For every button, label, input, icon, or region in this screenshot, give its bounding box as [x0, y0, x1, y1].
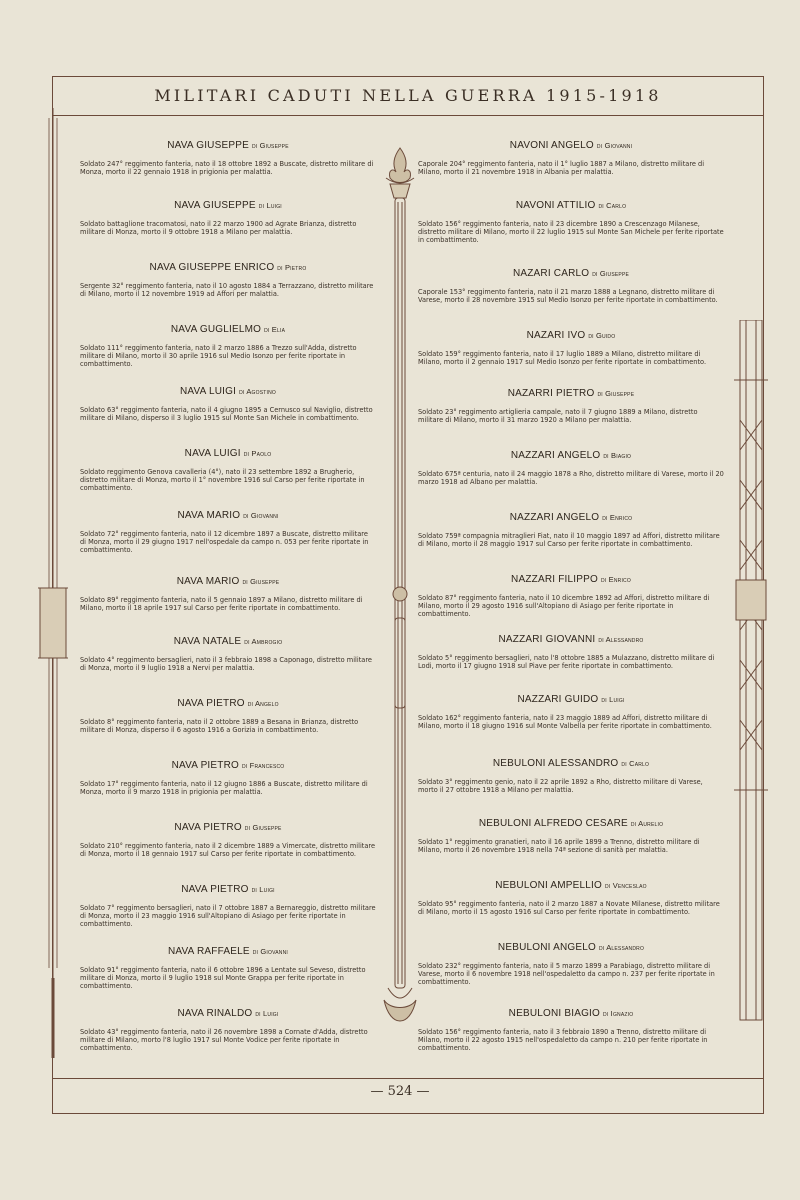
entry-name: NAZZARI GIOVANNI: [498, 634, 596, 645]
entry-father: di Giuseppe: [242, 577, 280, 586]
entry-father: di Agostino: [239, 387, 276, 396]
entry-text: Soldato 7° reggimento bersaglieri, nato il 7 ottobre 1887 a Bernareggio, distretto militare di Monza, morto il 23 maggio 1916 sull'Altopiano di Asiago per ferite riportate in combattimento.: [80, 904, 376, 928]
entry-right-7: [418, 512, 724, 548]
entry-father: di Alessandro: [598, 943, 645, 952]
entry-left-1: [80, 140, 376, 176]
entry-text: Soldato 232° reggimento fanteria, nato il 5 marzo 1899 a Parabiago, distretto militare di Varese, morto il 6 novembre 1918 nell'ospedaletto da campo n. 237 per ferite riportate in combattimento.: [418, 962, 715, 986]
entry-left-6: [80, 448, 376, 492]
entry-right-14: [418, 942, 724, 986]
entry-left-10: [80, 698, 376, 734]
entry-father: di Luigi: [258, 201, 282, 210]
entry-text: Soldato battaglione tracomatosi, nato il 22 marzo 1900 ad Agrate Brianza, distretto militare di Monza, morto il 9 ottobre 1918 a Milano per malattia.: [80, 220, 357, 236]
entry-father: di Giovanni: [252, 947, 288, 956]
entry-text: Caporale 204° reggimento fanteria, nato il 1° luglio 1887 a Milano, distretto militare di Milano, morto il 21 novembre 1918 in Albania per malattia.: [418, 160, 705, 176]
entry-father: di Luigi: [251, 885, 275, 894]
entry-father: di Elia: [264, 325, 286, 334]
central-torch-ornament: [380, 138, 420, 1078]
entry-text: Sergente 32° reggimento fanteria, nato il 10 agosto 1884 a Terrazzano, distretto militare di Milano, morto il 12 novembre 1919 ad Affori per malattia.: [80, 282, 374, 298]
entry-name: NEBULONI BIAGIO: [508, 1008, 601, 1019]
entry-father: di Giuseppe: [244, 823, 282, 832]
entry-left-12: [80, 822, 376, 858]
entry-name: NAVONI ATTILIO: [515, 200, 596, 211]
entry-text: Soldato 8° reggimento fanteria, nato il 2 ottobre 1889 a Besana in Brianza, distretto militare di Monza, disperso il 6 agosto 1916 a Gorizia in combattimento.: [80, 718, 359, 734]
entry-name: NAVA LUIGI: [184, 448, 241, 459]
entry-father: di Venceslao: [605, 881, 647, 890]
entry-right-1: [418, 140, 724, 176]
entry-text: Soldato 91° reggimento fanteria, nato il 6 ottobre 1896 a Lentate sul Seveso, distretto militare di Monza, morto il 9 luglio 1918 sul Monte Grappa per ferite riportate in combattimento.: [80, 966, 366, 990]
bottom-rule: [52, 1078, 764, 1079]
entry-left-4: [80, 324, 376, 368]
entry-text: Soldato 111° reggimento fanteria, nato il 2 marzo 1886 a Trezzo sull'Adda, distretto militare di Milano, morto il 30 aprile 1916 sul Medio Isonzo per ferite riportate in combattimento.: [80, 344, 357, 368]
entry-left-14: [80, 946, 376, 990]
entry-name: NAZARI CARLO: [512, 268, 590, 279]
entry-right-2: [418, 200, 724, 244]
entry-right-12: [418, 818, 724, 854]
entry-text: Caporale 153° reggimento fanteria, nato il 21 marzo 1888 a Legnano, distretto militare di Varese, morto il 28 novembre 1915 sul Medio Isonzo per ferite riportate in combattimento.: [418, 288, 718, 304]
entry-father: di Giuseppe: [251, 141, 289, 150]
entry-name: NAVA RAFFAELE: [168, 946, 250, 957]
entry-name: NEBULONI ALESSANDRO: [492, 758, 619, 769]
entry-father: di Francesco: [241, 761, 285, 770]
entry-text: Soldato 247° reggimento fanteria, nato il 18 ottobre 1892 a Buscate, distretto militare di Monza, morto il 22 gennaio 1918 in prigionia per malattia.: [80, 160, 374, 176]
entry-father: di Pietro: [277, 263, 307, 272]
entry-name: NAVA GIUSEPPE: [174, 200, 256, 211]
entry-name: NAVA MARIO: [177, 510, 241, 521]
entry-father: di Carlo: [621, 759, 650, 768]
entry-text: Soldato 162° reggimento fanteria, nato il 23 maggio 1889 ad Affori, distretto militare di Milano, morto il 18 giugno 1916 sul Monte Valbella per ferite riportate in combattimento.: [418, 714, 712, 730]
entry-name: NAVA MARIO: [176, 576, 240, 587]
entry-father: di Luigi: [255, 1009, 279, 1018]
entry-right-4: [418, 330, 724, 366]
entry-text: Soldato 159° reggimento fanteria, nato il 17 luglio 1889 a Milano, distretto militare di Milano, morto il 2 gennaio 1917 sul Medio Isonzo per ferite riportate in combattimento.: [418, 350, 707, 366]
title-bar: [52, 76, 764, 116]
entry-father: di Angelo: [247, 699, 279, 708]
right-fasces-ornament: [734, 320, 768, 1040]
entry-text: Soldato 210° reggimento fanteria, nato il 2 dicembre 1889 a Vimercate, distretto militare di Monza, morto il 18 gennaio 1917 sul Carso per ferite riportate in combattimento.: [80, 842, 376, 858]
entry-name: NAVA PIETRO: [177, 698, 245, 709]
entry-left-13: [80, 884, 376, 928]
entry-name: NEBULONI ANGELO: [497, 942, 596, 953]
entry-name: NAZARRI PIETRO: [507, 388, 595, 399]
entry-father: di Giovanni: [596, 141, 633, 150]
entry-right-8: [418, 574, 724, 618]
entry-name: NEBULONI AMPELLIO: [495, 880, 603, 891]
entry-text: Soldato 87° reggimento fanteria, nato il 10 dicembre 1892 ad Affori, distretto militare di Milano, morto il 29 agosto 1916 sull'Altopiano di Asiago per ferite riportate in combattimento.: [418, 594, 710, 618]
entry-name: NAZZARI ANGELO: [509, 512, 600, 523]
entry-name: NAVONI ANGELO: [509, 140, 594, 151]
entry-text: Soldato 675ª centuria, nato il 24 maggio 1878 a Rho, distretto militare di Varese, morto il 20 marzo 1918 ad Albano per malattia.: [418, 470, 724, 486]
entry-text: Soldato 72° reggimento fanteria, nato il 12 dicembre 1897 a Buscate, distretto militare di Monza, morto il 29 giugno 1917 nell'ospedale da campo n. 053 per ferite riportate in combattimento.: [80, 530, 369, 554]
entry-text: Soldato 156° reggimento fanteria, nato il 23 dicembre 1890 a Crescenzago Milanese, distretto militare di Milano, morto il 22 luglio 1915 sul Monte San Michele per ferite riportate in combattimento.: [418, 220, 724, 244]
entry-text: Soldato 1° reggimento granatieri, nato il 16 aprile 1899 a Trenno, distretto militare di Milano, morto il 26 novembre 1918 nella 74ª sezione di sanità per malattia.: [418, 838, 700, 854]
entry-right-6: [418, 450, 724, 486]
entry-name: NAVA NATALE: [173, 636, 242, 647]
entry-left-8: [80, 576, 376, 612]
entry-right-10: [418, 694, 724, 730]
entry-father: di Giuseppe: [592, 269, 630, 278]
entry-text: Soldato 3° reggimento genio, nato il 22 aprile 1892 a Rho, distretto militare di Varese, morto il 27 ottobre 1918 a Milano per malattia.: [418, 778, 703, 794]
entry-name: NAZARI IVO: [526, 330, 586, 341]
entry-right-11: [418, 758, 724, 794]
entry-father: di Guido: [588, 331, 616, 340]
entry-left-3: [80, 262, 376, 298]
entry-right-15: [418, 1008, 724, 1052]
page-title: MILITARI CADUTI NELLA GUERRA 1915-1918: [154, 86, 662, 105]
entry-name: NAVA PIETRO: [174, 822, 242, 833]
entry-left-2: [80, 200, 376, 236]
entry-name: NEBULONI ALFREDO CESARE: [478, 818, 628, 829]
entry-name: NAZZARI GUIDO: [517, 694, 599, 705]
entry-left-15: [80, 1008, 376, 1052]
entry-text: Soldato 23° reggimento artiglieria campale, nato il 7 giugno 1889 a Milano, distretto militare di Milano, morto il 31 marzo 1920 a Milano per malattia.: [418, 408, 698, 424]
entry-name: NAVA PIETRO: [171, 760, 239, 771]
entry-text: Soldato 759ª compagnia mitraglieri Fiat, nato il 10 maggio 1897 ad Affori, distretto militare di Milano, morto il 28 maggio 1917 sul Carso per ferite riportate in combattimento.: [418, 532, 720, 548]
entry-name: NAVA RINALDO: [177, 1008, 253, 1019]
entry-name: NAZZARI FILIPPO: [511, 574, 598, 585]
entry-father: di Alessandro: [598, 635, 644, 644]
entry-right-3: [418, 268, 724, 304]
entry-text: Soldato 63° reggimento fanteria, nato il 4 giugno 1895 a Cernusco sul Naviglio, distretto militare di Milano, disperso il 3 luglio 1915 sul Monte San Michele in combattimento.: [80, 406, 373, 422]
entry-father: di Biagio: [603, 451, 632, 460]
entry-father: di Aurelio: [630, 819, 664, 828]
left-sword-ornament: [38, 108, 68, 1068]
entry-text: Soldato 4° reggimento bersaglieri, nato il 3 febbraio 1898 a Caponago, distretto militare di Monza, morto il 9 luglio 1918 a Nervi per malattia.: [80, 656, 372, 672]
entry-text: Soldato reggimento Genova cavalleria (4°), nato il 23 settembre 1892 a Brugherio, distretto militare di Monza, morto il 1° novembre 1916 sul Carso per ferite riportate in combattimento.: [80, 468, 365, 492]
entry-right-9: [418, 634, 724, 670]
page-number: — 524 —: [370, 1084, 430, 1099]
entry-text: Soldato 17° reggimento fanteria, nato il 12 giugno 1886 a Buscate, distretto militare di Monza, morto il 9 marzo 1918 in prigionia per malattia.: [80, 780, 368, 796]
entry-left-5: [80, 386, 376, 422]
entry-text: Soldato 89° reggimento fanteria, nato il 5 gennaio 1897 a Milano, distretto militare di Milano, morto il 18 aprile 1917 sul Carso per ferite riportate in combattimento.: [80, 596, 363, 612]
entry-father: di Ambrogio: [244, 637, 283, 646]
entry-text: Soldato 95° reggimento fanteria, nato il 2 marzo 1887 a Novate Milanese, distretto militare di Milano, morto il 15 agosto 1916 sul Carso per ferite riportate in combattimento.: [418, 900, 720, 916]
entry-left-7: [80, 510, 376, 554]
entry-father: di Ignazio: [603, 1009, 634, 1018]
entry-name: NAZZARI ANGELO: [510, 450, 601, 461]
entry-left-11: [80, 760, 376, 796]
entry-left-9: [80, 636, 376, 672]
entry-name: NAVA GIUSEPPE: [167, 140, 249, 151]
entry-right-5: [418, 388, 724, 424]
entry-right-13: [418, 880, 724, 916]
entry-text: Soldato 43° reggimento fanteria, nato il 26 novembre 1898 a Cornate d'Adda, distretto militare di Milano, morto l'8 luglio 1917 sul Monte Vodice per ferite riportate in combattimento.: [80, 1028, 368, 1052]
entry-text: Soldato 5° reggimento bersaglieri, nato l'8 ottobre 1885 a Mulazzano, distretto militare di Lodi, morto il 17 giugno 1918 sul Piave per ferite riportate in combattimento.: [418, 654, 715, 670]
entry-father: di Giuseppe: [597, 389, 635, 398]
entry-father: di Enrico: [602, 513, 633, 522]
entry-name: NAVA PIETRO: [181, 884, 249, 895]
entry-name: NAVA LUIGI: [179, 386, 237, 397]
entry-father: di Luigi: [601, 695, 625, 704]
entry-father: di Enrico: [600, 575, 631, 584]
entry-father: di Giovanni: [243, 511, 279, 520]
entry-text: Soldato 156° reggimento fanteria, nato il 3 febbraio 1890 a Trenno, distretto militare di Milano, morto il 22 agosto 1915 nell'ospedaletto da campo n. 210 per ferite riportate in combattimento.: [418, 1028, 708, 1052]
entry-father: di Paolo: [243, 449, 272, 458]
entry-name: NAVA GIUSEPPE ENRICO: [149, 262, 275, 273]
entry-father: di Carlo: [598, 201, 627, 210]
entry-name: NAVA GUGLIELMO: [170, 324, 262, 335]
